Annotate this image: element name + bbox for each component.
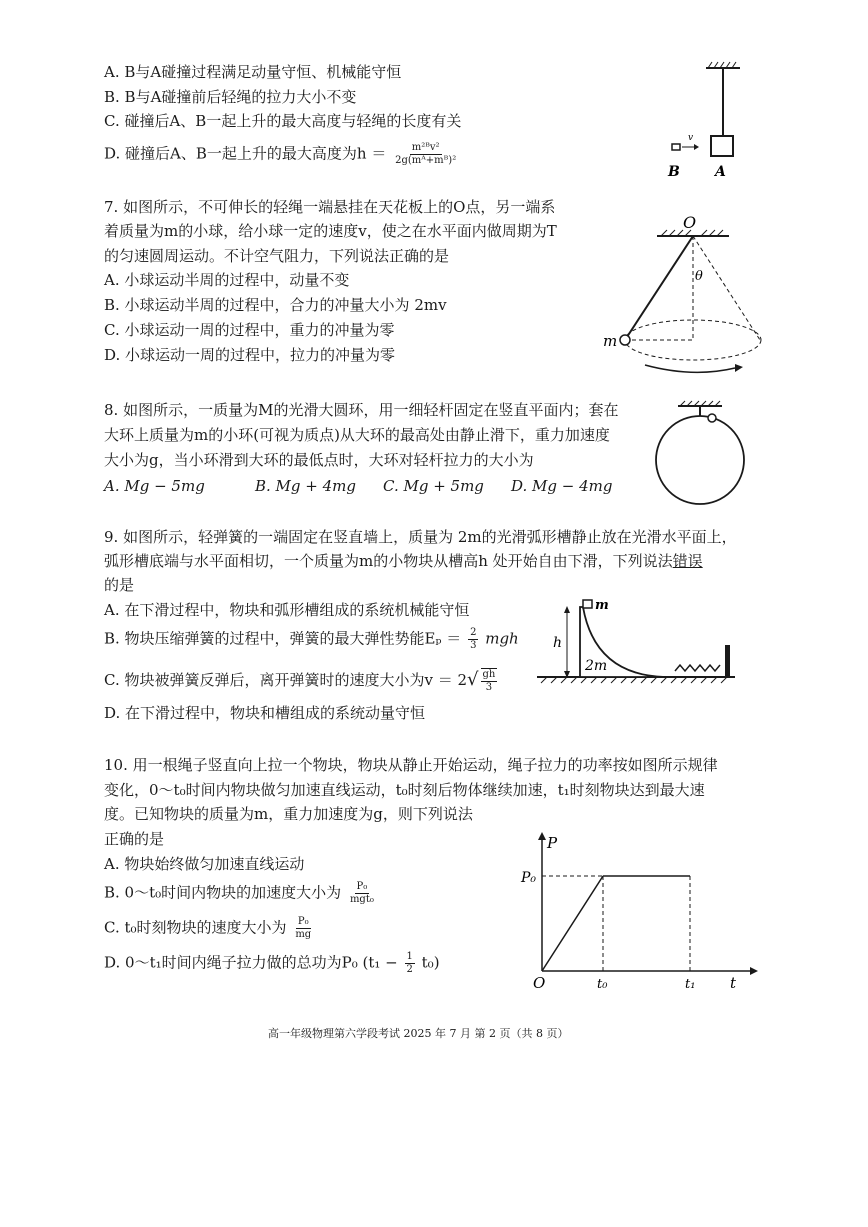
q6-block-b — [672, 144, 680, 150]
q9-option-d: D. 在下滑过程中，物块和槽组成的系统动量守恒 — [104, 704, 426, 722]
q9-option-b-numerator: 2 — [470, 627, 477, 638]
q9-option-c-denominator: 3 — [485, 682, 493, 693]
q9-option-c — [104, 668, 499, 694]
q6-arrowhead — [694, 144, 699, 150]
q7-arrowhead — [735, 364, 743, 372]
q10-stem-line3: 度。已知物块的质量为m，重力加速度为g，则下列说法 — [104, 805, 473, 823]
q9-stem-line2-text: 弧形槽底端与水平面相切，一个质量为m的小物块从槽高h 处开始自由下滑，下列说法 — [104, 552, 673, 570]
q9-height-arrow-top — [564, 606, 570, 613]
q8-figure — [650, 400, 750, 512]
q7-ball — [620, 335, 630, 345]
q7-o-label: O — [683, 213, 697, 232]
q9-stem-line3: 的是 — [104, 576, 135, 594]
q10-t0-label: t₀ — [597, 977, 608, 992]
q9-block — [583, 600, 592, 608]
q10-option-d-denominator: 2 — [406, 964, 413, 975]
q6-v-label: v — [688, 133, 694, 143]
q9-h-label: h — [553, 635, 563, 651]
q8-stem-line3: 大小为g，当小环滑到大环的最低点时，大环对轻杆拉力的大小为 — [104, 451, 534, 469]
q7-option-c: C. 小球运动一周的过程中，重力的冲量为零 — [104, 321, 395, 339]
q6-option-d — [104, 142, 460, 167]
q9-stem-line2 — [104, 551, 703, 571]
q7-option-a: A. 小球运动半周的过程中，动量不变 — [104, 271, 350, 289]
q8-option-a: A. Mg − 5mg — [104, 477, 205, 495]
q7-m-label: m — [603, 332, 618, 350]
q8-stem-line2: 大环上质量为m的小环(可视为质点)从大环的最高处由静止滑下，重力加速度 — [104, 426, 610, 444]
q9-option-b — [104, 627, 519, 652]
q6-option-c: C. 碰撞后A、B一起上升的最大高度与轻绳的长度有关 — [104, 112, 462, 130]
q9-m-label: m — [595, 598, 609, 613]
q6-a-label: A — [715, 164, 726, 180]
q10-p0-label: P₀ — [521, 870, 537, 886]
q6-b-label: B — [668, 164, 680, 180]
q10-stem-line4: 正确的是 — [104, 830, 165, 848]
q9-option-b-suffix: mgh — [485, 629, 519, 648]
q10-option-c-prefix: C. t₀时刻物块的速度大小为 — [104, 918, 287, 937]
q10-stem-line2: 变化，0～t₀时间内物块做匀加速直线运动，t₀时刻后物体继续加速，t₁时刻物块达到最大速 — [104, 781, 705, 799]
q6-option-b: B. B与A碰撞前后轻绳的拉力大小不变 — [104, 88, 357, 106]
q10-option-c-numerator: P₀ — [297, 916, 309, 927]
page-footer: 高一年级物理第六学段考试 2025 年 7 月 第 2 页（共 8 页） — [268, 1027, 569, 1040]
q10-t1-label: t₁ — [685, 977, 696, 992]
q9-option-b-denominator: 3 — [470, 640, 477, 651]
q10-p-arrowhead — [538, 832, 546, 840]
q6-option-d-numerator: m²ᴮv² — [411, 142, 440, 153]
q7-theta-label: θ — [695, 269, 703, 284]
q9-option-c-numerator: gh — [482, 669, 496, 680]
q8-option-c: C. Mg + 5mg — [383, 477, 484, 495]
q7-cone-edge — [693, 236, 760, 340]
q6-option-d-prefix: D. 碰撞后A、B一起上升的最大高度为h ＝ — [104, 144, 387, 163]
q10-ramp — [542, 876, 603, 971]
q7-stem-line1: 7. 如图所示，不可伸长的轻绳一端悬挂在天花板上的O点，另一端系 — [104, 198, 556, 216]
q9-wall — [725, 645, 730, 677]
q6-figure — [660, 60, 770, 180]
q10-option-b-numerator: P₀ — [356, 881, 368, 892]
q7-option-b: B. 小球运动半周的过程中，合力的冲量大小为 2mv — [104, 296, 447, 314]
q9-sqrt-sign: √ — [467, 669, 479, 690]
q9-spring — [675, 665, 720, 671]
q9-option-b-fraction — [468, 627, 478, 652]
q6-block-a — [711, 136, 733, 156]
q9-option-b-prefix: B. 物块压缩弹簧的过程中，弹簧的最大弹性势能Eₚ ＝ — [104, 629, 462, 648]
q9-stem-emphasis: 错误 — [672, 552, 703, 570]
q8-stem-line1: 8. 如图所示，一质量为M的光滑大圆环，用一细轻杆固定在竖直平面内；套在 — [104, 401, 619, 419]
q9-option-c-fraction — [481, 668, 498, 694]
q10-option-d-suffix: t₀) — [421, 953, 440, 972]
q7-string — [625, 236, 693, 340]
q8-big-ring — [656, 416, 744, 504]
q9-figure — [535, 595, 740, 690]
q10-option-c-fraction — [293, 916, 313, 941]
q10-option-a: A. 物块始终做匀加速直线运动 — [104, 855, 305, 873]
q10-option-d — [104, 951, 440, 976]
q10-figure — [515, 828, 760, 993]
q10-option-b-denominator: mgt₀ — [349, 894, 374, 905]
q8-small-ring — [708, 414, 716, 422]
q10-option-b — [104, 881, 378, 906]
q10-t-axis-label: t — [730, 974, 737, 992]
q8-option-b: B. Mg + 4mg — [255, 477, 356, 495]
q10-option-b-fraction — [348, 881, 376, 906]
q7-stem-line2: 着质量为m的小球，给小球一定的速度v，使之在水平面内做周期为T — [104, 222, 557, 240]
q8-option-d: D. Mg − 4mg — [511, 477, 613, 495]
q10-option-d-fraction — [405, 951, 415, 976]
q10-option-c — [104, 916, 315, 941]
q10-option-b-prefix: B. 0～t₀时间内物块的加速度大小为 — [104, 883, 342, 902]
q9-stem-line1: 9. 如图所示，轻弹簧的一端固定在竖直墙上，质量为 2m的光滑弧形槽静止放在光滑水平面上， — [104, 528, 737, 546]
q6-option-d-fraction — [393, 142, 458, 167]
q10-stem-line1: 10. 用一根绳子竖直向上拉一个物块，物块从静止开始运动，绳子拉力的功率按如图所示规律 — [104, 756, 718, 774]
q10-option-c-denominator: mg — [295, 929, 312, 940]
q9-2m-label: 2m — [585, 658, 608, 674]
q9-option-c-prefix: C. 物块被弹簧反弹后，离开弹簧时的速度大小为v ＝ 2 — [104, 671, 468, 689]
q10-option-d-numerator: 1 — [406, 951, 413, 962]
q9-option-a: A. 在下滑过程中，物块和弧形槽组成的系统机械能守恒 — [104, 601, 470, 619]
q10-origin-label: O — [533, 974, 546, 992]
q7-option-d: D. 小球运动一周的过程中，拉力的冲量为零 — [104, 346, 396, 364]
q6-option-d-denominator: 2g(mᴬ+mᴮ)² — [395, 155, 457, 166]
q10-t-arrowhead — [750, 967, 758, 975]
q7-figure — [595, 210, 775, 380]
q10-option-d-prefix: D. 0～t₁时间内绳子拉力做的总功为P₀ (t₁ − — [104, 953, 398, 972]
q10-p-axis-label: P — [547, 834, 558, 852]
q6-option-a: A. B与A碰撞过程满足动量守恒、机械能守恒 — [104, 63, 402, 81]
q7-motion-arrow — [645, 365, 735, 372]
q7-stem-line3: 的匀速圆周运动。不计空气阻力，下列说法正确的是 — [104, 247, 450, 265]
